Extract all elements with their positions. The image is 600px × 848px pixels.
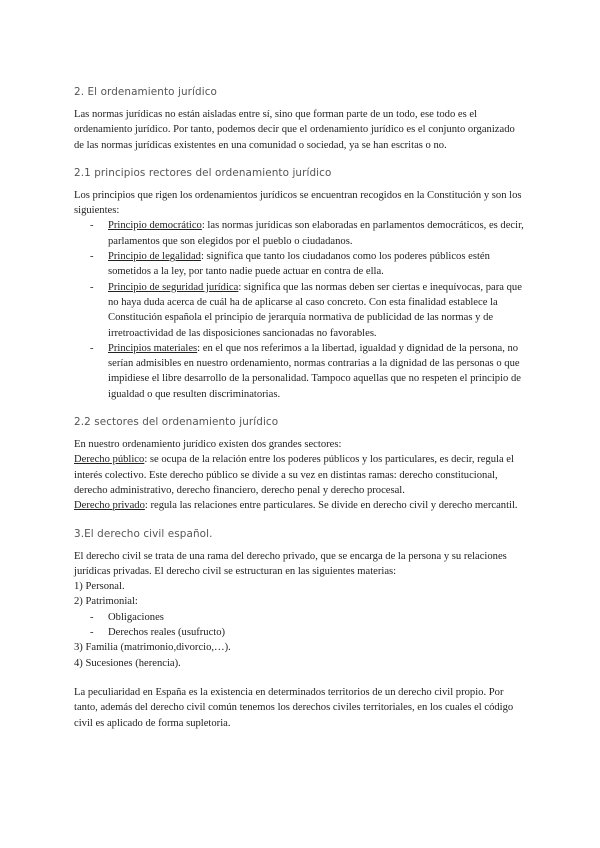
spacer [74,671,526,685]
paragraph: En nuestro ordenamiento jurídico existen dos grandes sectores: [74,439,342,451]
term: Principio democrático [108,220,202,232]
paragraph: El derecho civil se trata de una rama del derecho privado, que se encarga de la persona y su relaciones jurídicas privadas. El derecho civil se estructuran en las siguientes materias: [74,550,507,577]
list-line: 2) Patrimonial: [74,596,138,608]
definition: : significa que las normas deben ser ciertas e inequívocas, para que no haya duda acerca de cuál ha de aplicarse al caso concreto. Con esta finalidad establece la Constitución española el principio de jerarquía normativa de publicidad de las normas y de irretroactividad de las disposiciones sancionadas no favorables. [108,281,522,339]
section-title: 2.2 sectores del ordenamiento jurídico [74,416,279,429]
paragraph [74,452,526,498]
list-item [74,280,526,341]
list-line: 3) Familia (matrimonio,divorcio,…). [74,642,231,654]
section-title: 2.1 principios rectores del ordenamiento jurídico [74,166,332,179]
section-ordenamiento [74,85,526,153]
term: Derecho privado [74,500,145,512]
list-item [74,341,526,402]
document-page [74,85,526,744]
list-item [74,249,526,280]
term: Principio de legalidad [108,251,201,263]
paragraph: La peculiaridad en España es la existencia en determinados territorios de un derecho civil propio. Por tanto, además del derecho civil común tenemos los derechos civiles territoriales, en los cuales el código civil es aplicado de forma supletoria. [74,686,514,729]
section-principios [74,166,526,402]
list-line: 4) Sucesiones (herencia). [74,657,181,669]
list-line: 1) Personal. [74,581,125,593]
principles-list [74,218,526,402]
definition: : regula las relaciones entre particulares. Se divide en derecho civil y derecho mercantil. [144,500,518,512]
sublist [74,610,526,641]
definition: : significa que tanto los ciudadanos como los poderes públicos estén sometidos a la ley, por tanto nadie puede actuar en contra de ella. [108,251,490,278]
definition: : las normas jurídicas son elaboradas en parlamentos democráticos, es decir, parlamentos que son elegidos por el pueblo o ciudadanos. [108,220,524,247]
paragraph: Los principios que rigen los ordenamientos jurídicos se encuentran recogidos en la Constitución y son los siguientes: [74,189,522,217]
section-sectores [74,415,526,513]
section-title: 3.El derecho civil español. [74,527,213,540]
term: Principio de seguridad jurídica [108,281,239,293]
list-item: - Derechos reales (usufructo) [74,625,526,640]
list-item: - Obligaciones [74,610,526,625]
definition: : se ocupa de la relación entre los poderes públicos y los particulares, es decir, regula el interés colectivo. Este derecho público se divide a su vez en distintas ramas: derecho constitucional, derecho administrativo, derecho financiero, derecho penal y derecho procesal. [74,454,514,496]
list-item [74,218,526,249]
paragraph [74,498,526,513]
section-derecho-civil [74,527,526,731]
term: Principios materiales [108,342,198,354]
section-title: 2. El ordenamiento jurídico [74,86,217,98]
definition: : en el que nos referimos a la libertad, igualdad y dignidad de la persona, no serían admisibles en nuestro ordenamiento, normas contrarias a la dignidad de las personas o que impidiese el libre desarrollo de la personalidad. Tampoco aquellas que no respeten el principio de igualdad o que resulten discriminatorias. [108,342,521,400]
paragraph: Las normas jurídicas no están aisladas entre sí, sino que forman parte de un todo, ese todo es el ordenamiento jurídico. Por tanto, podemos decir que el ordenamiento jurídico es el conjunto organizado de las normas jurídicas existentes en una comunidad o sociedad, ya se han escritas o no. [74,109,515,151]
term: Derecho público [74,454,145,466]
